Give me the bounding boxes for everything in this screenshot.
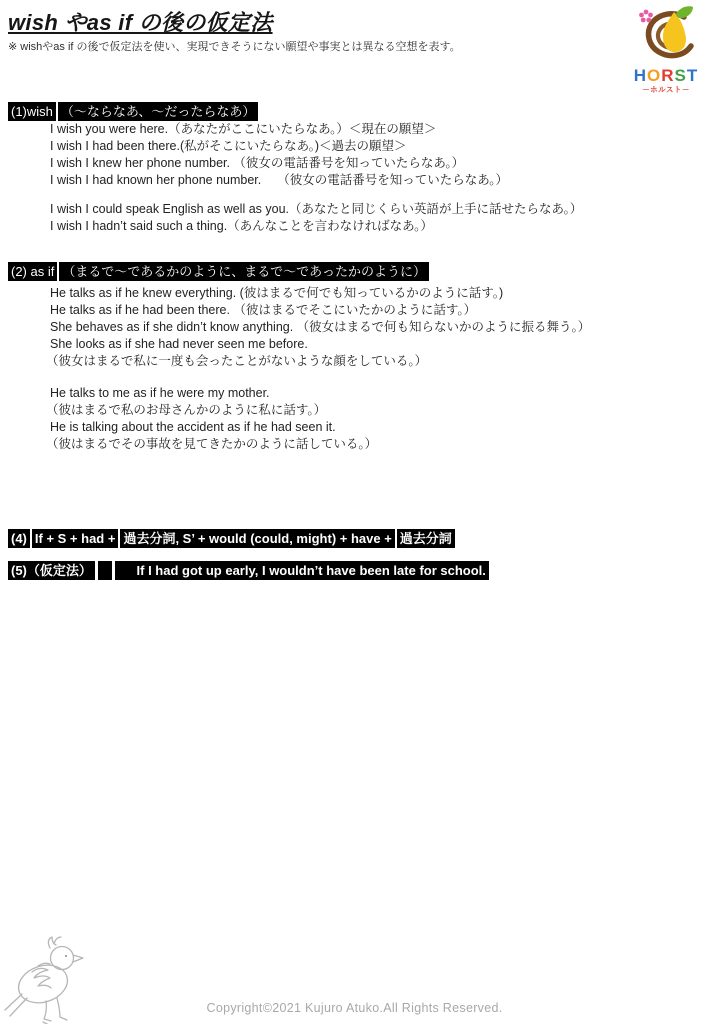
formula-label: (5)（仮定法） — [8, 561, 95, 580]
heading-prefix: (1)wish — [8, 102, 56, 121]
example-line: I wish you were here.（あなたがここにいたらなあ。）＜現在の願望＞ — [50, 122, 437, 136]
logo-letter: S — [674, 66, 687, 85]
section-1-heading — [8, 102, 258, 121]
section-2-heading — [8, 262, 429, 281]
heading-prefix: (2) as if — [8, 262, 57, 281]
example-line: He talks to me as if he were my mother. — [50, 386, 270, 400]
copyright-text: Copyright©2021 Kujuro Atuko.All Rights Reserved. — [206, 1001, 503, 1015]
logo-letter: H — [633, 66, 648, 85]
blank-cell — [98, 561, 112, 580]
page-title: wish やas if の後の仮定法 — [8, 10, 273, 35]
example-line: She behaves as if she didn’t know anything. （彼女はまるで何も知らないかのように振る舞う。） — [50, 320, 591, 334]
logo-mark-icon — [630, 5, 702, 67]
example-translation-line: （彼はまるで私のお母さんかのように私に話す。） — [46, 403, 327, 417]
logo-letter: O — [647, 66, 662, 85]
section-2-examples — [8, 285, 590, 453]
example-translation-line: （彼はまるでその事故を見てきたかのように話している。） — [46, 437, 378, 451]
spacer — [8, 189, 582, 201]
heading-body: （～ならなあ、～だったらなあ） — [58, 102, 258, 121]
horst-logo — [628, 5, 704, 94]
example-line: He is talking about the accident as if he had seen it. — [50, 420, 336, 434]
logo-wordmark — [628, 67, 704, 84]
heading-body: （まるで～であるかのように、まるで～であったかのように） — [59, 262, 429, 281]
page-note: ※ wishやas if の後で仮定法を使い、実現できそうにない願望や事実とは異なる空想を表す。 — [8, 41, 461, 53]
example-line: I wish I had known her phone number. （彼女の電話番号を知っていたらなあ。） — [50, 173, 508, 187]
logo-letter: R — [661, 66, 675, 85]
formula-row-4 — [8, 529, 455, 548]
example-line: I wish I could speak English as well as you.（あなたと同じくらい英語が上手に話せたらなあ。） — [50, 202, 583, 216]
example-line: I wish I knew her phone number. （彼女の電話番号を知っていたらなあ。） — [50, 156, 465, 170]
logo-subtext: －ホルスト－ — [642, 85, 690, 94]
formula-segment: 過去分詞, S’ + would (could, might) + have + — [120, 529, 394, 548]
logo-letter: T — [686, 66, 699, 85]
formula-sentence: If I had got up early, I wouldn’t have been late for school. — [115, 561, 489, 580]
formula-segment: (4) — [8, 529, 30, 548]
section-1-examples — [8, 121, 582, 235]
example-line: He talks as if he had been there. （彼はまるでそこにいたかのように話す。） — [50, 303, 477, 317]
example-line: She looks as if she had never seen me before. — [50, 337, 308, 351]
formula-segment: 過去分詞 — [397, 529, 455, 548]
spacer — [8, 370, 590, 385]
formula-row-5 — [8, 561, 489, 580]
formula-segment: If + S + had + — [32, 529, 119, 548]
example-line: I wish I hadn’t said such a thing.（あんなことを言わなければなあ。） — [50, 219, 433, 233]
logo-flower-icon — [639, 10, 653, 23]
example-translation-line: （彼女はまるで私に一度も会ったことがないような顔をしている。） — [46, 354, 428, 368]
example-line: I wish I had been there.(私がそこにいたらなあ。)＜過去の願望＞ — [50, 139, 407, 153]
example-line: He talks as if he knew everything. (彼はまるで何でも知っているかのように話す。) — [50, 286, 504, 300]
